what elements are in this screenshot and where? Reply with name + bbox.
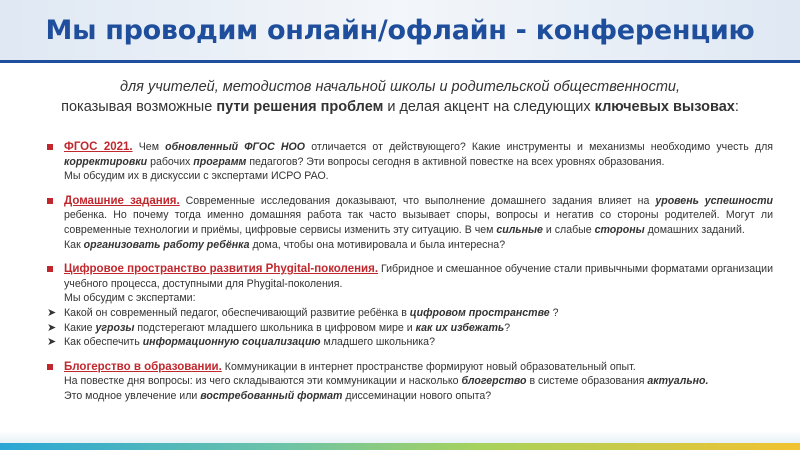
question-item xyxy=(47,321,773,336)
topic-homework xyxy=(47,194,773,252)
check-arrow-icon: ➤ xyxy=(47,321,57,334)
topic-text: отличается от действующего? Какие инструменты и механизмы необходимо учесть для xyxy=(305,141,774,153)
intro-focus xyxy=(0,97,800,117)
question-list xyxy=(47,306,773,350)
topic-text: рабочих xyxy=(147,155,194,168)
footer-shade xyxy=(0,431,800,443)
intro-emphasis: ключевых вызовах xyxy=(594,99,735,115)
page-title: Мы проводим онлайн/офлайн - конференцию xyxy=(45,14,755,46)
topic-text: и слабые xyxy=(542,223,595,236)
topic-text: домашних заданий. xyxy=(644,223,745,236)
topic-heading: Блогерство в образовании. xyxy=(64,360,222,373)
question-text: ? xyxy=(549,306,559,319)
topic-text: ребенка. Но почему тогда именно домашняя работа так часто вызывает споры, вопросы и негатив со стороны родителей. Могут ли современные технологии и приёмы, цифровые сервисы изменить эту ситуацию. В чем xyxy=(64,209,773,236)
topic-emphasis: программ xyxy=(193,155,247,168)
topic-text: Современные исследования доказывают, что выполнение домашнего задания влияет на xyxy=(179,194,656,207)
topic-blogging xyxy=(47,360,773,404)
question-text: Как обеспечить xyxy=(64,336,143,349)
topic-heading: ФГОС 2021. xyxy=(64,141,133,153)
topic-paragraph xyxy=(64,194,773,238)
topic-text: На повестке дня вопросы: из чего складываются эти коммуникации и насколько xyxy=(64,375,462,388)
topic-emphasis: актуально. xyxy=(647,375,709,388)
topic-text: педагогов? Эти вопросы сегодня в активной повестке на всех уровнях образования. xyxy=(246,155,665,168)
title-bar xyxy=(0,0,800,60)
topic-line: Мы обсудим их в дискуссии с экспертами ИСРО РАО. xyxy=(64,170,329,183)
topic-line xyxy=(64,238,773,253)
topic-text: Чем xyxy=(132,141,166,153)
question-emphasis: информационную социализацию xyxy=(142,336,321,349)
square-bullet-icon xyxy=(47,144,53,150)
question-text: ? xyxy=(504,321,511,334)
topic-text: диссеминации нового опыта? xyxy=(342,389,492,402)
question-text: младшего школьника? xyxy=(320,336,435,349)
topic-text: дома, чтобы она мотивировала и была интересна? xyxy=(249,238,506,251)
topic-emphasis: стороны xyxy=(594,223,645,236)
intro-block xyxy=(0,78,800,117)
topic-text: Как xyxy=(64,238,84,251)
question-emphasis: как их избежать xyxy=(415,321,505,334)
square-bullet-icon xyxy=(47,198,53,204)
topic-heading: Домашние задания. xyxy=(64,194,180,207)
topic-line xyxy=(64,389,773,404)
topic-text: в системе образования xyxy=(526,375,648,388)
square-bullet-icon xyxy=(47,364,53,370)
topic-text: Коммуникации в интернет пространстве формируют новый образовательный опыт. xyxy=(221,360,636,373)
topic-text: Гибридное и смешанное обучение стали привычными форматами организации учебного процесса, доступными для Phygital-поколения. xyxy=(64,263,773,290)
question-emphasis: угрозы xyxy=(95,321,135,334)
topic-emphasis: востребованный формат xyxy=(200,389,343,402)
question-item xyxy=(47,335,773,350)
topic-line xyxy=(64,374,773,389)
topic-paragraph xyxy=(64,262,773,291)
topic-paragraph xyxy=(64,360,773,375)
title-underline xyxy=(0,60,800,63)
topic-emphasis: организовать работу ребёнка xyxy=(83,238,250,251)
topic-heading: Цифровое пространство развития Phygital-поколения. xyxy=(64,263,379,276)
intro-text: показывая возможные xyxy=(61,99,217,115)
topic-paragraph xyxy=(64,140,773,169)
intro-text: : xyxy=(734,99,739,115)
topic-phygital xyxy=(47,262,773,350)
topic-emphasis: сильные xyxy=(496,223,543,236)
footer-color-stripe xyxy=(0,443,800,450)
topics-list xyxy=(47,140,773,414)
topic-emphasis: блогерство xyxy=(461,375,527,388)
question-text: Какие xyxy=(64,321,96,334)
topic-emphasis: обновленный ФГОС НОО xyxy=(165,141,306,153)
topic-fgos xyxy=(47,140,773,184)
intro-audience: для учителей, методистов начальной школы и родительской общественности, xyxy=(119,79,681,95)
question-text: Какой он современный педагог, обеспечивающий развитие ребёнка в xyxy=(64,306,410,319)
intro-text: и делая акцент на следующих xyxy=(383,99,595,115)
question-item xyxy=(47,306,773,321)
question-emphasis: цифровом пространстве xyxy=(409,306,550,319)
square-bullet-icon xyxy=(47,266,53,272)
check-arrow-icon: ➤ xyxy=(47,336,57,349)
topic-emphasis: уровень успешности xyxy=(655,194,773,207)
intro-emphasis: пути решения проблем xyxy=(216,99,384,115)
topic-text: Это модное увлечение или xyxy=(64,389,201,402)
check-arrow-icon: ➤ xyxy=(47,306,57,319)
question-text: подстерегают младшего школьника в цифровом мире и xyxy=(134,321,416,334)
topic-emphasis: корректировки xyxy=(64,155,148,168)
topic-line: Мы обсудим с экспертами: xyxy=(64,292,196,305)
